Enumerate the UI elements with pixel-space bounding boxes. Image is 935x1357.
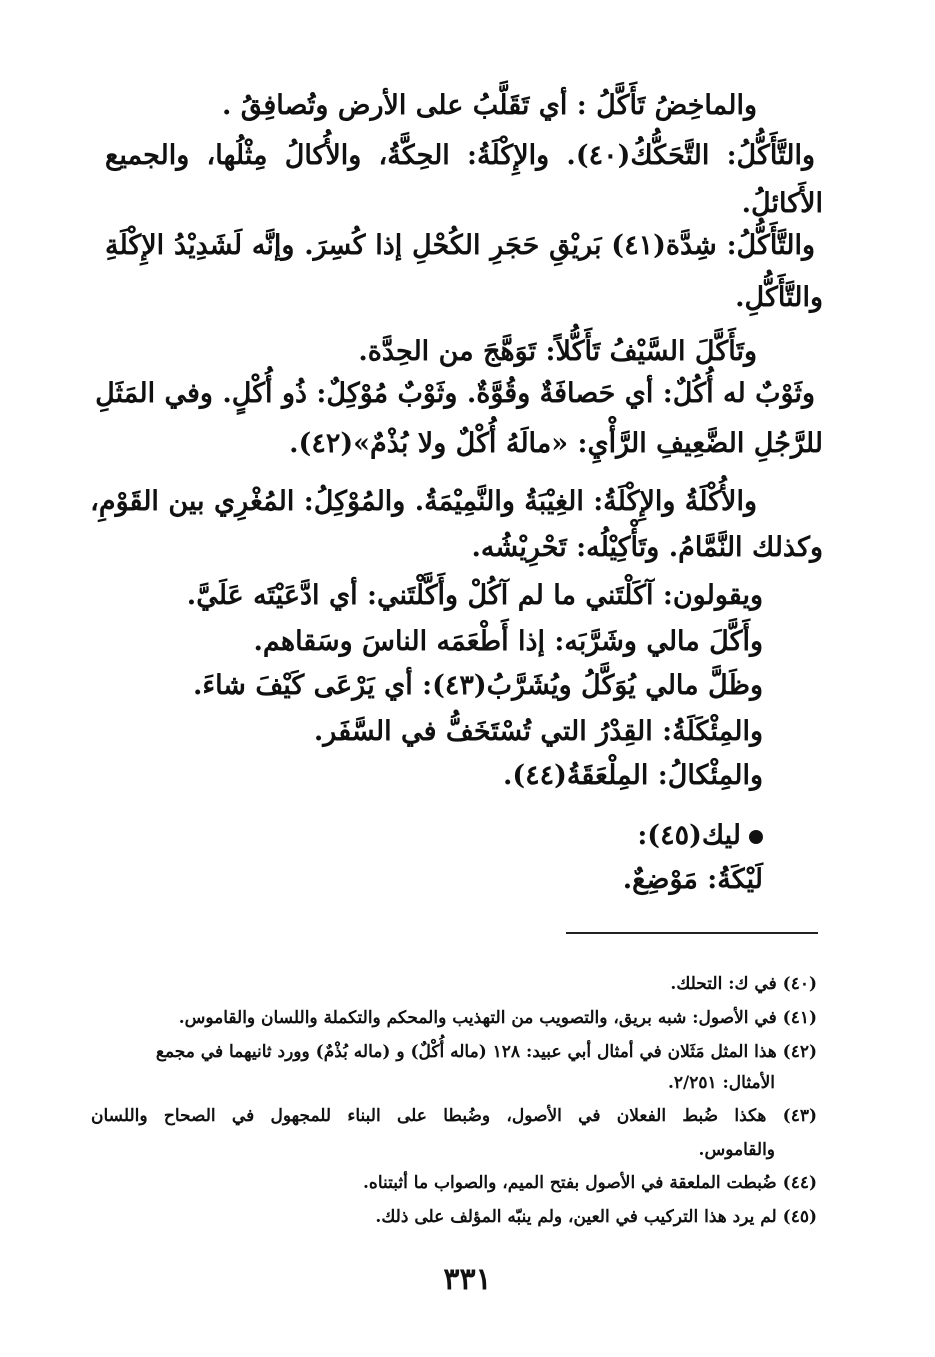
text-line: ويقولون: آكَلْتَني ما لم آكُلْ وأَكَّلْتَني: أي ادَّعَيْتَه عَلَيَّ.	[186, 580, 763, 611]
entry-heading-text: ليك(٤٥):	[637, 820, 741, 851]
text-line: والمِئْكالُ: المِلْعَقَةُ(٤٤).	[502, 760, 763, 791]
text-line: وثَوْبٌ له أُكُلٌ: أي حَصافَةٌ وقُوَّةٌ. وثَوْبٌ مُوْكِلٌ: ذُو أُكْلٍ. وفي المَثَلِ	[95, 378, 815, 409]
text-line: وظَلَّ مالي يُوَكَّلُ ويُشَرَّبُ(٤٣): أي يَرْعَى كَيْفَ شاءَ.	[192, 670, 763, 701]
footnote-separator	[566, 932, 818, 934]
footnote: (٤١) في الأصول: شبه بريق، والتصويب من التهذيب والمحكم والتكملة واللسان والقاموس.	[178, 1008, 817, 1028]
text-line: وأَكَّلَ مالي وشَرَّبَه: إذا أَطْعَمَه الناسَ وسَقاهم.	[253, 626, 763, 657]
text-line: والأُكْلَةُ والإِكْلَةُ: الغِيْبَةُ والنَّمِيْمَةُ. والمُوْكِلُ: المُغْرِي بين القَوْمِ،	[90, 486, 757, 517]
text-line: وتَأَكَّلَ السَّيْفُ تَأَكُّلاً: تَوَهَّجَ من الحِدَّة.	[358, 336, 757, 367]
entry-heading	[637, 818, 763, 854]
text-line: للرَّجُلِ الضَّعِيفِ الرَّأْيِ: «مالَهُ أُكْلٌ ولا بُذْمٌ»(٤٢).	[289, 428, 823, 459]
footnote: (٤٠) في ك: التحلك.	[670, 974, 817, 994]
bullet-icon	[749, 830, 763, 844]
text-line: لَيْكَةُ: مَوْضِعٌ.	[622, 864, 763, 895]
footnote: والقاموس.	[698, 1140, 775, 1160]
footnote: (٤٤) ضُبطت الملعقة في الأصول بفتح الميم، والصواب ما أثبتناه.	[363, 1173, 817, 1193]
text-line: والتَّأَكُّلُ: شِدَّة(٤١) بَريْقِ حَجَرِ الكُحْلِ إذا كُسِرَ. وإنَّه لَشَدِيْدُ الإِكْلَةِ	[105, 230, 815, 261]
footnote: (٤٣) هكذا ضُبط الفعلان في الأصول، وضُبطا على البناء للمجهول في الصحاح واللسان	[91, 1106, 817, 1126]
text-line: الأَكائلُ.	[741, 188, 823, 219]
text-line: والمِئْكَلَةُ: القِدْرُ التي تُسْتَخَفُّ في السَّفَر.	[313, 716, 763, 747]
text-line: وكذلك النَّمَّامُ. وتَأْكِيْلُه: تَحْرِيْشُه.	[471, 532, 823, 563]
page-number: ٣٣١	[443, 1262, 492, 1297]
footnote: (٤٥) لم يرد هذا التركيب في العين، ولم ينبّه المؤلف على ذلك.	[375, 1207, 817, 1227]
footnote: (٤٢) هذا المثل مَثَلان في أمثال أبي عبيد: ١٢٨ (ماله أُكْلٌ) و (ماله بُذْمٌ) وورد ثانيهما في مجمع	[155, 1042, 817, 1062]
text-line: والماخِضُ تَأَكَّلُ : أي تَقَلَّبُ على الأرض وتُصافِقُ .	[222, 90, 757, 121]
footnote: الأمثال: ٢/٢٥١.	[667, 1073, 775, 1093]
text-line: والتَّأَكُّلُ: التَّحَكُّكُ(٤٠). والإِكْلَةُ: الحِكَّةُ، والأُكالُ مِثْلُها، والجميع	[105, 140, 815, 171]
text-line: والتَّأَكُّلِ.	[735, 282, 823, 313]
